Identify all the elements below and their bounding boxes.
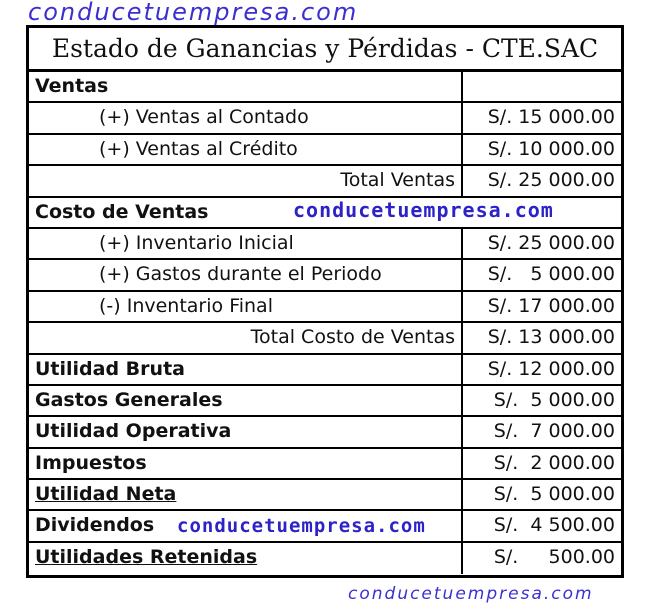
row-amount: S/. 17 000.00 — [487, 294, 615, 317]
row-label: Dividendos — [29, 511, 463, 540]
row-label: (+) Ventas al Crédito — [29, 135, 463, 164]
row-amount: S/. 25 000.00 — [487, 169, 615, 192]
row-inventario-final — [29, 292, 621, 323]
row-inventario-inicial — [29, 229, 621, 260]
row-utilidad-operativa — [29, 417, 621, 448]
row-label: (+) Ventas al Contado — [29, 103, 463, 132]
row-label: Utilidad Bruta — [29, 355, 463, 384]
row-amount: S/. 5 000.00 — [493, 483, 615, 506]
row-label — [29, 543, 463, 574]
row-label: Total Costo de Ventas — [29, 323, 463, 352]
row-label: Utilidad Operativa — [29, 417, 463, 446]
row-label-text: Utilidad Neta — [35, 483, 177, 506]
row-amount: S/. 500.00 — [493, 545, 615, 568]
row-utilidades-retenidas — [29, 543, 621, 574]
row-label-text: Utilidades Retenidas — [35, 545, 258, 568]
row-label: Ventas — [29, 72, 463, 101]
row-label: Costo de Ventas — [35, 200, 209, 223]
row-amount: S/. 5 000.00 — [493, 388, 615, 411]
row-label: (+) Gastos durante el Periodo — [29, 260, 463, 289]
watermark-bottom: conducetuempresa.com — [348, 584, 594, 604]
row-utilidad-bruta — [29, 355, 621, 386]
row-amount: S/. 4 500.00 — [493, 514, 615, 537]
row-label: Impuestos — [29, 449, 463, 478]
row-amount: S/. 2 000.00 — [493, 451, 615, 474]
row-amount: S/. 7 000.00 — [493, 420, 615, 443]
row-label: Gastos Generales — [29, 386, 463, 415]
row-amount: S/. 13 000.00 — [487, 326, 615, 349]
row-total-costo-ventas — [29, 323, 621, 354]
row-amount: S/. 10 000.00 — [487, 137, 615, 160]
row-amount: S/. 15 000.00 — [487, 106, 615, 129]
row-label: (-) Inventario Final — [29, 292, 463, 321]
row-impuestos — [29, 449, 621, 480]
watermark-top: conducetuempresa.com — [28, 0, 359, 26]
row-total-ventas — [29, 166, 621, 197]
row-ventas — [29, 72, 621, 103]
row-utilidad-neta — [29, 480, 621, 511]
row-label: (+) Inventario Inicial — [29, 229, 463, 258]
row-gastos-periodo — [29, 260, 621, 291]
statement-title: Estado de Ganancias y Pérdidas - CTE.SAC — [29, 28, 621, 72]
row-gastos-generales — [29, 386, 621, 417]
row-amount: S/. 25 000.00 — [487, 231, 615, 254]
row-amount: S/. 5 000.00 — [487, 263, 615, 286]
watermark-costo: conducetuempresa.com — [293, 198, 554, 222]
watermark-dividendos: conducetuempresa.com — [177, 515, 426, 537]
row-label: Total Ventas — [29, 166, 463, 195]
row-label — [29, 480, 463, 509]
row-amount: S/. 12 000.00 — [487, 357, 615, 380]
row-ventas-contado — [29, 103, 621, 134]
row-amount — [463, 72, 621, 101]
income-statement-table — [26, 25, 624, 578]
row-ventas-credito — [29, 135, 621, 166]
